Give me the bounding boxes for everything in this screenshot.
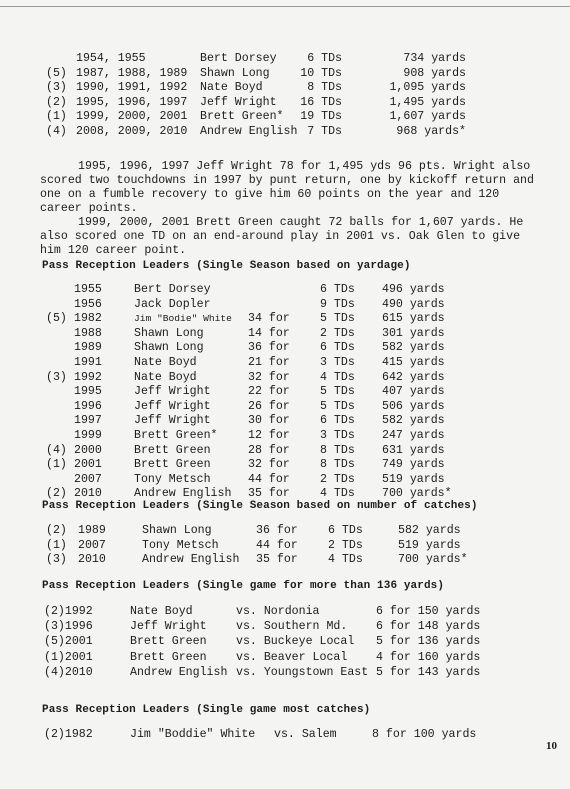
result-cell: 6 for 148 yards [376,620,481,634]
catches-cell: 32 for [248,458,290,472]
yards-cell: 700 yards* [382,487,452,501]
yards-cell: 582 yards [382,414,445,428]
name-cell: Jim "Bodie" White [134,313,232,325]
heading-season-yardage: Pass Reception Leaders (Single Season based on yardage) [42,260,411,272]
yards-cell: 519 yards [382,472,445,486]
year-cell: 1989 [78,524,106,537]
tds-cell: 5 TDs [320,399,355,413]
rank-cell: (1) [46,110,67,123]
catches-cell: 44 for [256,538,298,552]
rank-year-cell: (2)1992 [44,605,93,618]
year-cell: 1988 [74,326,102,340]
tds-cell: 2 TDs [328,538,363,552]
catches-cell: 14 for [248,326,290,340]
tds-cell: 19 TDs [300,110,342,123]
catches-cell: 26 for [248,399,290,413]
yards-cell: 415 yards [382,356,445,369]
name-cell: Nate Boyd [200,81,263,94]
year-cell: 1995 [74,385,102,399]
rank-cell: (2) [46,95,67,109]
name-cell: Jim "Boddie" White [130,728,256,741]
yards-cell: 749 yards [382,458,445,472]
year-cell: 2010 [78,553,106,566]
tds-cell: 6 TDs [328,524,363,537]
catches-cell: 28 for [248,443,290,457]
tds-cell: 6 TDs [320,283,355,296]
name-cell: Brett Green [130,635,207,649]
year-cell: 2001 [74,458,102,472]
rank-year-cell: (2)1982 [44,728,93,741]
tds-cell: 8 TDs [307,81,342,94]
rank-cell: (3) [46,553,67,566]
opponent-cell: vs. Youngstown East [236,665,369,679]
tds-cell: 3 TDs [320,429,355,442]
heading-single-game-yards: Pass Reception Leaders (Single game for more than 136 yards) [42,580,445,592]
name-cell: Andrew English [130,665,228,679]
year-cell: 1956 [74,297,102,311]
tds-cell: 8 TDs [320,458,355,472]
page-number: 10 [546,740,557,752]
rank-cell: (4) [46,443,67,457]
catches-cell: 44 for [248,472,290,486]
tds-cell: 4 TDs [328,553,363,566]
name-cell: Shawn Long [142,524,212,537]
catches-cell: 36 for [256,524,298,537]
yards-cell: 519 yards [398,538,461,552]
result-cell: 6 for 150 yards [376,605,481,618]
page-top-rule [0,6,570,7]
year-cell: 2000 [74,443,102,457]
result-cell: 8 for 100 yards [372,728,477,741]
yards-cell: 301 yards [382,326,445,340]
yards-cell: 1,495 yards [389,95,466,109]
years-cell: 1990, 1991, 1992 [76,81,188,94]
yards-cell: 490 yards [382,297,445,311]
name-cell: Shawn Long [134,341,204,355]
name-cell: Nate Boyd [134,370,197,384]
name-cell: Brett Green [130,650,207,664]
name-cell: Andrew English [142,553,240,566]
tds-cell: 5 TDs [320,312,355,326]
catches-cell: 32 for [248,370,290,384]
name-cell: Jeff Wright [134,399,211,413]
name-cell: Tony Metsch [142,538,219,552]
tds-cell: 6 TDs [320,341,355,355]
catches-cell: 21 for [248,356,290,369]
tds-cell: 7 TDs [307,124,342,138]
tds-cell: 4 TDs [320,370,355,384]
name-cell: Nate Boyd [134,356,197,369]
catches-cell: 36 for [248,341,290,355]
tds-cell: 5 TDs [320,385,355,399]
opponent-cell: vs. Buckeye Local [236,635,355,649]
catches-cell: 22 for [248,385,290,399]
year-cell: 1991 [74,356,102,369]
name-cell: Nate Boyd [130,605,193,618]
rank-year-cell: (3)1996 [44,620,93,634]
name-cell: Andrew English [200,124,298,138]
opponent-cell: vs. Beaver Local [236,650,348,664]
tds-cell: 16 TDs [300,95,342,109]
yards-cell: 1,607 yards [389,110,466,123]
yards-cell: 506 yards [382,399,445,413]
years-cell: 1999, 2000, 2001 [76,110,188,123]
yards-cell: 496 yards [382,283,445,296]
year-cell: 1982 [74,312,102,326]
result-cell: 4 for 160 yards [376,650,481,664]
yards-cell: 968 yards* [396,124,466,138]
yards-cell: 642 yards [382,370,445,384]
opponent-cell: vs. Salem [274,728,337,741]
years-cell: 1995, 1996, 1997 [76,95,188,109]
tds-cell: 10 TDs [300,66,342,80]
tds-cell: 3 TDs [320,356,355,369]
yards-cell: 631 yards [382,443,445,457]
heading-single-game-catches: Pass Reception Leaders (Single game most catches) [42,704,371,716]
tds-cell: 6 TDs [320,414,355,428]
result-cell: 5 for 136 yards [376,635,481,649]
year-cell: 2010 [74,487,102,501]
catches-cell: 34 for [248,312,290,326]
year-cell: 1955 [74,283,102,296]
rank-cell: (2) [46,487,67,501]
tds-cell: 9 TDs [320,297,355,311]
yards-cell: 908 yards [403,66,466,80]
opponent-cell: vs. Nordonia [236,605,320,618]
name-cell: Brett Green [134,458,211,472]
year-cell: 1997 [74,414,102,428]
year-cell: 1992 [74,370,102,384]
rank-cell: (3) [46,81,67,94]
yards-cell: 247 yards [382,429,445,442]
name-cell: Jeff Wright [134,385,211,399]
name-cell: Brett Green [134,443,211,457]
catches-cell: 35 for [256,553,298,566]
name-cell: Bert Dorsey [200,52,277,65]
rank-cell: (1) [46,538,67,552]
rank-cell: (3) [46,370,67,384]
name-cell: Brett Green* [134,429,218,442]
rank-cell: (4) [46,124,67,138]
yards-cell: 1,095 yards [389,81,466,94]
rank-year-cell: (1)2001 [44,650,93,664]
years-cell: 1954, 1955 [76,52,146,65]
name-cell: Tony Metsch [134,472,211,486]
catches-cell: 35 for [248,487,290,501]
year-cell: 2007 [74,472,102,486]
tds-cell: 2 TDs [320,326,355,340]
tds-cell: 6 TDs [307,52,342,65]
name-cell: Bert Dorsey [134,283,211,296]
rank-cell: (2) [46,524,67,537]
year-cell: 1999 [74,429,102,442]
rank-cell: (5) [46,66,67,80]
name-cell: Andrew English [134,487,232,501]
yards-cell: 700 yards* [398,553,468,566]
name-cell: Jeff Wright [134,414,211,428]
rank-cell: (1) [46,458,67,472]
year-cell: 1989 [74,341,102,355]
tds-cell: 8 TDs [320,443,355,457]
catches-cell: 30 for [248,414,290,428]
tds-cell: 4 TDs [320,487,355,501]
yards-cell: 407 yards [382,385,445,399]
tds-cell: 2 TDs [320,472,355,486]
name-cell: Shawn Long [134,326,204,340]
years-cell: 2008, 2009, 2010 [76,124,188,138]
rank-year-cell: (4)2010 [44,665,93,679]
paragraph-jeff-wright: 1995, 1996, 1997 Jeff Wright 78 for 1,495 yds 96 pts. Wright also scored two touchdowns in 1997 by punt return, one by kickoff return and one on a fumble recovery to give him 60 points on the year and 120 career points. [40,160,534,215]
name-cell: Brett Green* [200,110,284,123]
name-cell: Jeff Wright [130,620,207,634]
catches-cell: 12 for [248,429,290,442]
result-cell: 5 for 143 yards [376,665,481,679]
rank-cell: (5) [46,312,67,326]
paragraph-brett-green: 1999, 2000, 2001 Brett Green caught 72 balls for 1,607 yards. He also scored one TD on an end-around play in 2001 vs. Oak Glen to give him 120 career point. [40,216,524,257]
year-cell: 1996 [74,399,102,413]
heading-season-catches: Pass Reception Leaders (Single Season based on number of catches) [42,500,478,512]
opponent-cell: vs. Southern Md. [236,620,348,634]
years-cell: 1987, 1988, 1989 [76,66,188,80]
name-cell: Shawn Long [200,66,270,80]
name-cell: Jeff Wright [200,95,277,109]
name-cell: Jack Dopler [134,297,211,311]
yards-cell: 582 yards [382,341,445,355]
yards-cell: 734 yards [403,52,466,65]
year-cell: 2007 [78,538,106,552]
yards-cell: 582 yards [398,524,461,537]
rank-year-cell: (5)2001 [44,635,93,649]
yards-cell: 615 yards [382,312,445,326]
